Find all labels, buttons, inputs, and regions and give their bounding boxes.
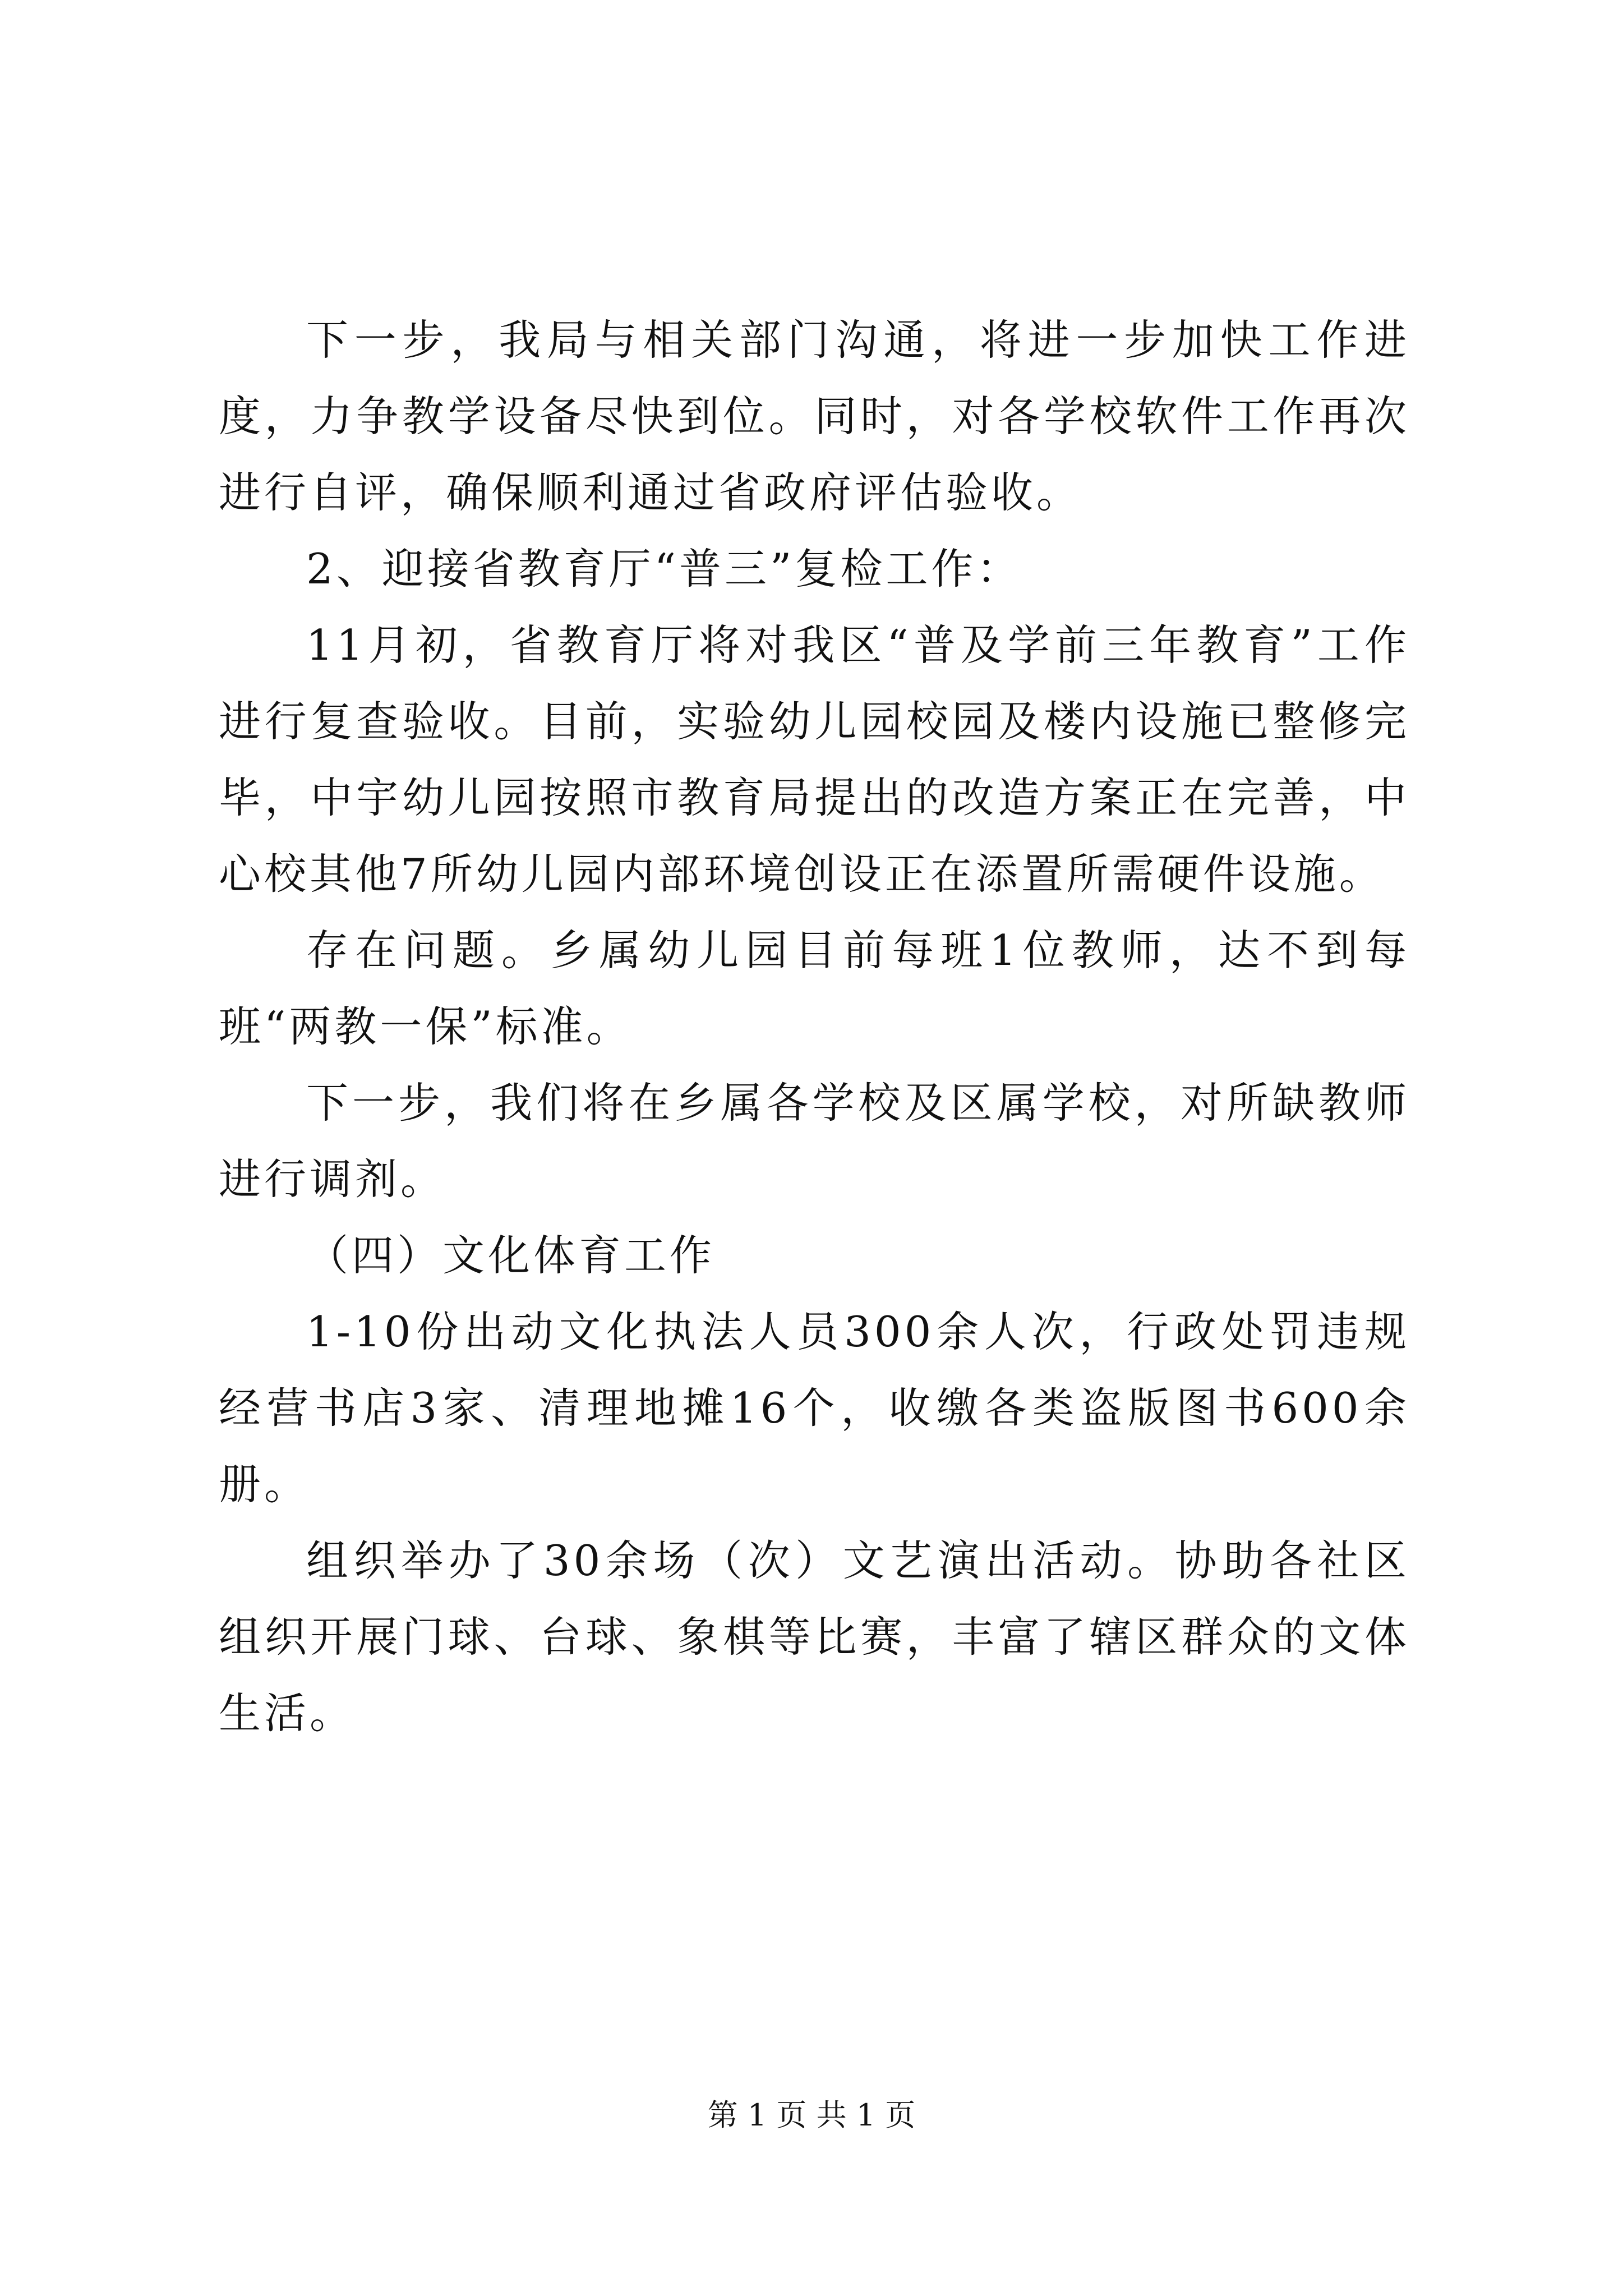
paragraph-next-steps-equipment: 下一步，我局与相关部门沟通，将进一步加快工作进度，力争教学设备尽快到位。同时，对各学校软件工作再次进行自评，确保顺利通过省政府评估验收。	[219, 315, 1410, 517]
paragraph-heading-pusan-recheck: 2、迎接省教育厅“普三”复检工作：	[306, 544, 1022, 593]
paragraph-culture-enforcement: 1-10份出动文化执法人员300余人次，行政处罚违规经营书店3家、清理地摊16个，收缴各类盗版图书600余册。	[219, 1307, 1410, 1509]
paragraph-next-steps-teachers: 下一步，我们将在乡属各学校及区属学校，对所缺教师进行调剂。	[219, 1078, 1410, 1204]
paragraph-culture-activities: 组织举办了30余场（次）文艺演出活动。协助各社区组织开展门球、台球、象棋等比赛，丰富了辖区群众的文体生活。	[219, 1536, 1410, 1738]
paragraph-heading-culture-sports: （四）文化体育工作	[306, 1231, 716, 1280]
page-footer: 第 1 页 共 1 页	[707, 2097, 916, 2133]
paragraph-existing-problems: 存在问题。乡属幼儿园目前每班1位教师，达不到每班“两教一保”标准。	[219, 926, 1410, 1051]
paragraph-pusan-recheck-details: 11月初，省教育厅将对我区“普及学前三年教育”工作进行复查验收。目前，实验幼儿园校园及楼内设施已整修完毕，中宇幼儿园按照市教育局提出的改造方案正在完善，中心校其他7所幼儿园内部环境创设正在添置所需硬件设施。	[219, 620, 1410, 899]
document-body	[219, 302, 1410, 1751]
